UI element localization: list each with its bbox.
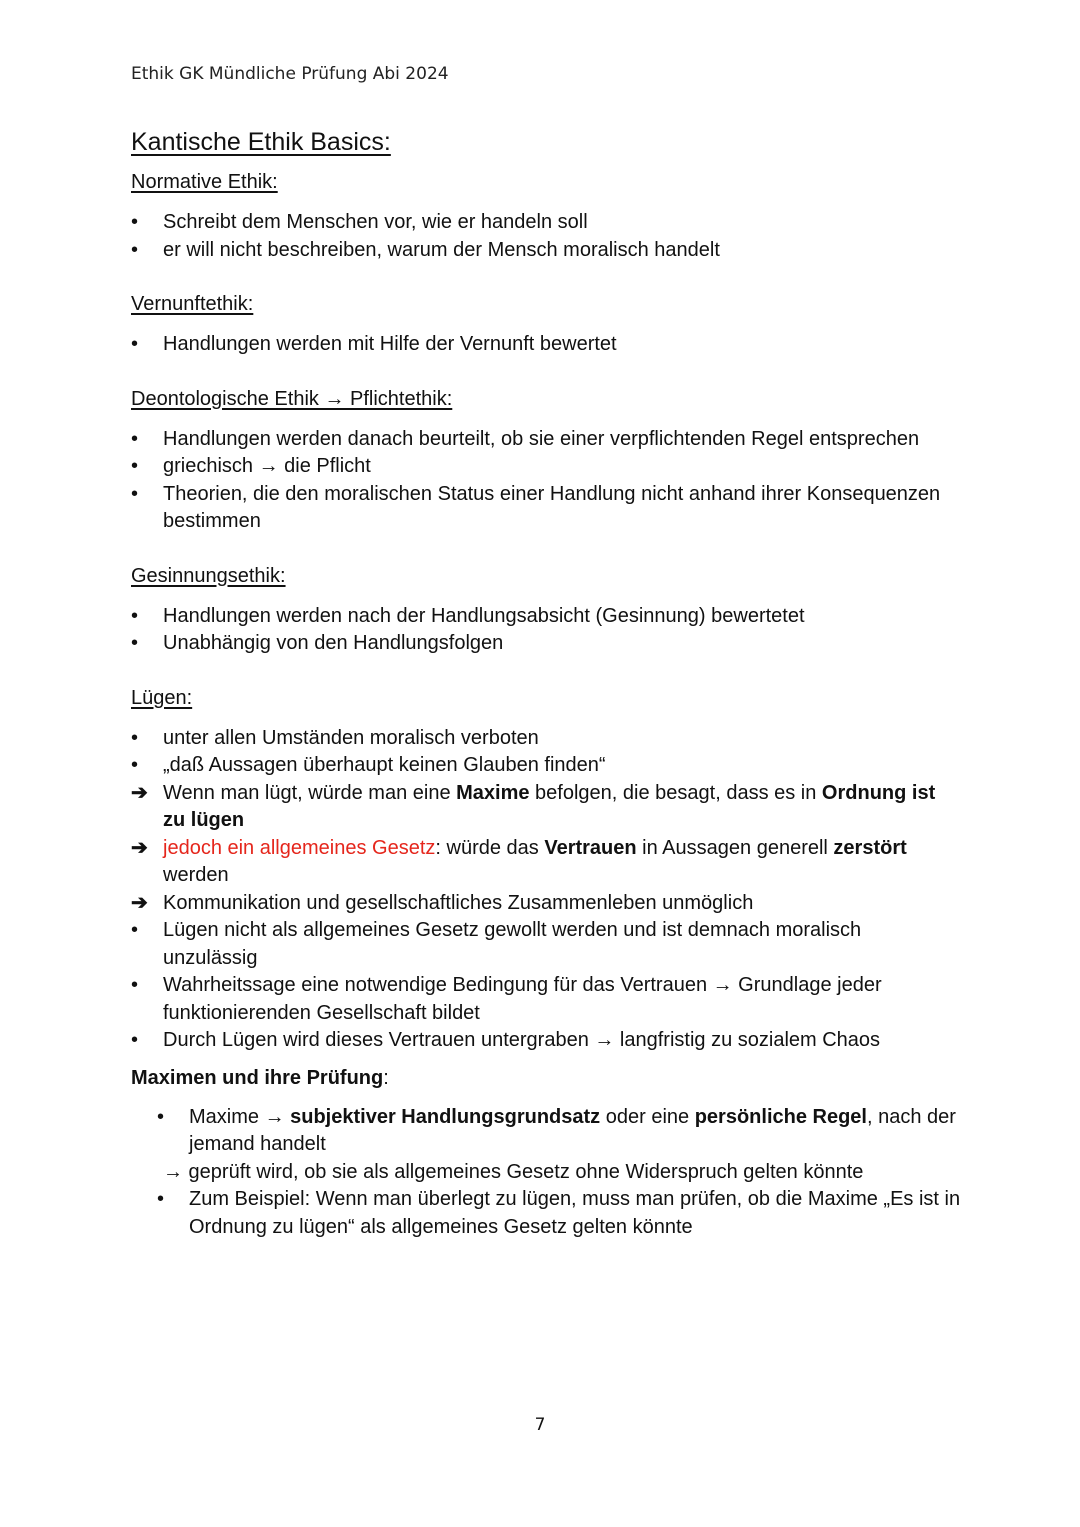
- content: [131, 128, 961, 1241]
- section-heading: Gesinnungsethik:: [131, 564, 286, 587]
- arrow-icon: ➔: [131, 836, 148, 859]
- emphasis-text: persönliche Regel: [694, 1105, 867, 1128]
- list-item-text: Handlungen werden danach beurteilt, ob sie einer verpflichtenden Regel entsprechen: [163, 427, 920, 450]
- list-item: [131, 890, 961, 918]
- list-item: [131, 453, 961, 481]
- list-item: [131, 209, 961, 237]
- section-heading: Maximen und ihre Prüfung:: [131, 1066, 389, 1089]
- bullet-icon: [131, 331, 153, 359]
- bullet-icon: [157, 1104, 164, 1132]
- list-item: [131, 752, 961, 780]
- list-item-text: griechisch → die Pflicht: [163, 455, 371, 477]
- list-item: [131, 331, 961, 359]
- list-item: ➔ jedoch ein allgemeines Gesetz: würde das Vertrauen in Aussagen generell zerstört werden: [131, 836, 907, 886]
- list-item: [157, 1159, 961, 1187]
- highlight-text: jedoch ein allgemeines Gesetz: [163, 836, 436, 859]
- section-heading: Vernunftethik:: [131, 293, 254, 315]
- bullet-icon: [157, 1186, 164, 1214]
- bullet-list: [131, 1104, 961, 1242]
- section-normative-ethik: [131, 171, 961, 264]
- list-item-text: unter allen Umständen moralisch verboten: [163, 726, 539, 749]
- bullet-icon: [131, 917, 153, 945]
- list-item-text: Wahrheitssage eine notwendige Bedingung für das Vertrauen → Grundlage jeder funktionierenden Gesellschaft bildet: [163, 974, 882, 1024]
- list-item-text: Durch Lügen wird dieses Vertrauen untergraben → langfristig zu sozialem Chaos: [163, 1029, 881, 1051]
- section-heading: Lügen:: [131, 686, 193, 709]
- section-heading: Normative Ethik:: [131, 171, 278, 193]
- list-item: [131, 972, 961, 1027]
- bullet-list: [131, 331, 961, 359]
- bullet-list: [131, 209, 961, 264]
- page-number: 7: [534, 1415, 546, 1435]
- bullet-list: [131, 725, 961, 1055]
- list-item: [131, 603, 961, 631]
- emphasis-text: subjektiver Handlungsgrundsatz: [290, 1105, 601, 1128]
- list-item-text: Schreibt dem Menschen vor, wie er handeln soll: [163, 211, 588, 233]
- section-gesinnungsethik: [131, 565, 961, 658]
- list-item-text: → geprüft wird, ob sie als allgemeines Gesetz ohne Widerspruch gelten könnte: [163, 1160, 864, 1183]
- list-item-text: Kommunikation und gesellschaftliches Zusammenleben unmöglich: [163, 891, 754, 914]
- document-title: Kantische Ethik Basics:: [131, 128, 391, 156]
- arrow-icon: ➔: [131, 781, 148, 804]
- list-item-text: Unabhängig von den Handlungsfolgen: [163, 632, 504, 654]
- section-vernunftethik: [131, 293, 961, 359]
- bullet-icon: [131, 752, 153, 780]
- list-item: [131, 426, 961, 454]
- section-maximen: [131, 1067, 961, 1242]
- list-item: [131, 917, 961, 972]
- list-item: [157, 1186, 961, 1241]
- list-item-text: Handlungen werden mit Hilfe der Vernunft bewertet: [163, 333, 617, 355]
- bullet-icon: [131, 725, 153, 753]
- bullet-list: [131, 426, 961, 536]
- list-item: [131, 1027, 961, 1055]
- list-item-text: er will nicht beschreiben, warum der Mensch moralisch handelt: [163, 238, 720, 261]
- list-item: [131, 481, 961, 536]
- bullet-list: [131, 603, 961, 658]
- list-item: [131, 237, 961, 265]
- list-item: [131, 630, 961, 658]
- list-item: [131, 725, 961, 753]
- bullet-icon: [131, 972, 153, 1000]
- emphasis-text: zerstört: [833, 836, 907, 859]
- list-item: ➔ Wenn man lügt, würde man eine Maxime befolgen, die besagt, dass es in Ordnung ist zu lügen: [131, 781, 936, 831]
- list-item-text: Handlungen werden nach der Handlungsabsicht (Gesinnung) bewertetet: [163, 604, 805, 627]
- bullet-icon: [131, 603, 153, 631]
- emphasis-text: Vertrauen: [544, 836, 637, 859]
- section-deontologische-ethik: [131, 388, 961, 536]
- section-heading: Deontologische Ethik → Pflichtethik:: [131, 387, 453, 410]
- bullet-icon: [131, 1027, 153, 1055]
- bullet-icon: [131, 209, 153, 237]
- bullet-icon: [131, 453, 153, 481]
- section-luegen: [131, 687, 961, 1055]
- bullet-icon: [131, 237, 153, 265]
- list-item-text: Lügen nicht als allgemeines Gesetz gewollt werden und ist demnach moralisch unzulässig: [163, 919, 862, 969]
- emphasis-text: Maxime: [456, 781, 530, 804]
- emphasis-text: Ordnung ist zu lügen: [163, 781, 936, 831]
- bullet-icon: [131, 630, 153, 658]
- list-item-text: „daß Aussagen überhaupt keinen Glauben finden“: [163, 754, 606, 776]
- list-item-text: Theorien, die den moralischen Status einer Handlung nicht anhand ihrer Konsequenzen bestimmen: [163, 482, 941, 532]
- list-item-text: Zum Beispiel: Wenn man überlegt zu lügen, muss man prüfen, ob die Maxime „Es ist in Ordnung zu lügen“ als allgemeines Gesetz gelten könnte: [189, 1188, 961, 1238]
- list-item: • Maxime → subjektiver Handlungsgrundsatz oder eine persönliche Regel, nach der jemand handelt: [157, 1104, 961, 1159]
- arrow-icon: ➔: [131, 891, 148, 914]
- running-header: Ethik GK Mündliche Prüfung Abi 2024: [131, 64, 449, 84]
- bullet-icon: [131, 481, 153, 509]
- bullet-icon: [131, 426, 153, 454]
